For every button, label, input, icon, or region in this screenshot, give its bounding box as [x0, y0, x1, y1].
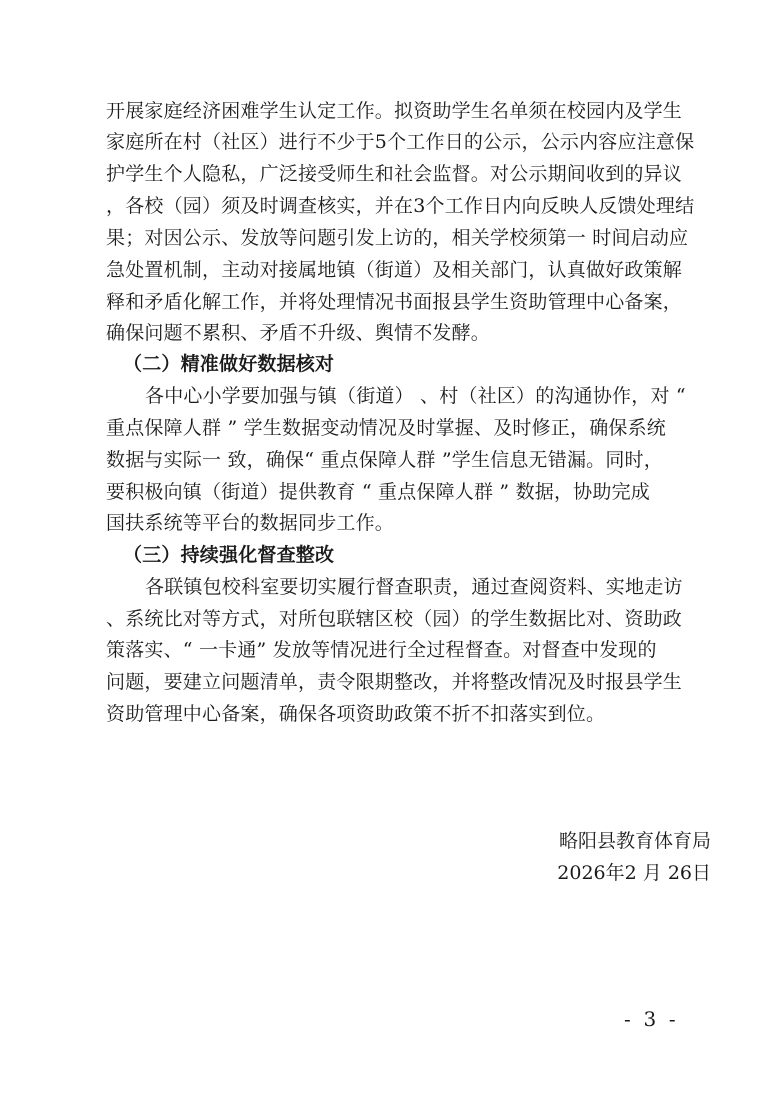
paragraph-1-line: 确保问题不累积、矛盾不升级、舆情不发酵。	[106, 322, 491, 344]
signature-organization: 略阳县教育体育局	[558, 830, 711, 852]
paragraph-2-line: 重点保障人群 ” 学生数据变动情况及时掌握、及时修正，确保系统	[106, 417, 666, 439]
paragraph-2-line: 要积极向镇（街道）提供教育 “ 重点保障人群 ” 数据，协助完成	[106, 481, 650, 503]
paragraph-1-line: 急处置机制，主动对接属地镇（街道）及相关部门，认真做好政策解	[106, 259, 683, 281]
paragraph-3-line: 各联镇包校科室要切实履行督查职责，通过查阅资料、实地走访	[145, 576, 683, 598]
signature-date: 2026年2 月 26日	[557, 862, 711, 884]
paragraph-1-line: 释和矛盾化解工作，并将处理情况书面报县学生资助管理中心备案，	[106, 291, 683, 313]
section-heading-2: （二）精准做好数据核对	[123, 353, 335, 375]
paragraph-2-line: 数据与实际一 致，确保“ 重点保障人群 ”学生信息无错漏。同时，	[106, 449, 663, 471]
paragraph-1-line: 护学生个人隐私，广泛接受师生和社会监督。对公示期间收到的异议	[106, 163, 683, 185]
paragraph-1-line: 开展家庭经济困难学生认定工作。拟资助学生名单须在校园内及学生	[106, 100, 683, 122]
section-heading-3: （三）持续强化督查整改	[123, 544, 335, 566]
paragraph-3-line: 问题，要建立问题清单，责令限期整改，并将整改情况及时报县学生	[106, 671, 683, 693]
paragraph-2-line: 各中心小学要加强与镇（街道） 、村（社区）的沟通协作，对 “	[145, 385, 686, 407]
paragraph-1-line: 家庭所在村（社区）进行不少于5个工作日的公示，公示内容应注意保	[106, 131, 695, 153]
paragraph-3-line: 策落实、“ 一卡通” 发放等情况进行全过程督查。对督查中发现的	[106, 639, 657, 661]
paragraph-2-line: 国扶系统等平台的数据同步工作。	[106, 512, 395, 534]
paragraph-3-line: 资助管理中心备案，确保各项资助政策不折不扣落实到位。	[106, 703, 606, 725]
paragraph-3-line: 、系统比对等方式，对所包联辖区校（园）的学生数据比对、资助政	[106, 608, 683, 630]
paragraph-1-line: ，各校（园）须及时调查核实，并在3个工作日内向反映人反馈处理结	[106, 195, 695, 217]
paragraph-1-line: 果；对因公示、发放等问题引发上访的，相关学校须第一 时间启动应	[106, 227, 689, 249]
page-number: - 3 -	[624, 1007, 676, 1031]
